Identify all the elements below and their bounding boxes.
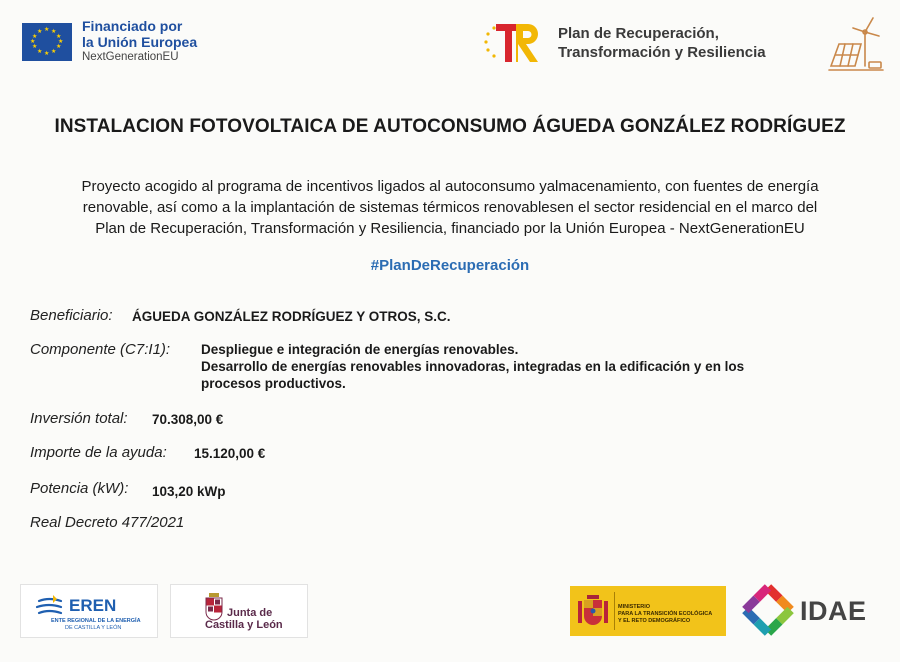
ministerio-separator: [614, 592, 615, 630]
eren-logo: [20, 584, 158, 638]
field-importe: [30, 444, 266, 461]
page-title: INSTALACION FOTOVOLTAICA DE AUTOCONSUMO ÁGUEDA GONZÁLEZ RODRÍGUEZ: [54, 116, 846, 137]
prtr-line-1: Plan de Recuperación,: [558, 25, 719, 42]
windmill-solar-panel-icon: [825, 12, 885, 74]
prtr-logo-icon: [480, 18, 546, 68]
componente-line-3: procesos productivos.: [201, 376, 346, 391]
eren-subtitle-1: ENTE REGIONAL DE LA ENERGÍA: [51, 618, 141, 624]
eu-line-2: la Unión Europea: [82, 34, 198, 50]
eu-flag-icon: ★ ★ ★ ★ ★ ★ ★ ★ ★ ★ ★ ★: [22, 23, 72, 61]
project-description: [20, 176, 880, 239]
importe-value: 15.120,00 €: [194, 446, 266, 461]
idae-logo-icon: [740, 582, 796, 638]
ministerio-line-1: MINISTERIO: [618, 604, 651, 610]
beneficiario-label: Beneficiario:: [30, 307, 113, 324]
prtr-text: [558, 24, 766, 62]
eren-name: EREN: [69, 596, 117, 615]
componente-label: Componente (C7:I1):: [30, 341, 171, 358]
eu-funding-logo: [22, 18, 197, 65]
field-potencia: [30, 480, 226, 499]
project-line-3: Plan de Recuperación, Transformación y Resiliencia, financiado por la Unión Europea - NextGenerationEU: [95, 220, 805, 237]
junta-line-2: Castilla y León: [205, 619, 283, 631]
idae-name: IDAE: [800, 596, 867, 626]
junta-castilla-leon-logo: [170, 584, 308, 638]
ministerio-line-2: PARA LA TRANSICIÓN ECOLÓGICA: [618, 611, 713, 617]
prtr-line-2: Transformación y Resiliencia: [558, 44, 766, 61]
componente-line-1: Despliegue e integración de energías renovables.: [201, 342, 519, 357]
eu-text: [82, 18, 197, 65]
prtr-logo: [480, 18, 766, 68]
ministerio-logo: [570, 586, 726, 636]
inversion-label: Inversión total:: [30, 410, 128, 427]
project-line-2: renovable, así como a la implantación de sistemas térmicos renovablesen el sector residencial en el marco del: [82, 199, 818, 216]
componente-line-2: Desarrollo de energías renovables innovadoras, integradas en la edificación y en los: [201, 359, 745, 374]
hashtag: #PlanDeRecuperación: [370, 257, 530, 274]
beneficiario-value: ÁGUEDA GONZÁLEZ RODRÍGUEZ Y OTROS, S.C.: [132, 309, 451, 324]
importe-label: Importe de la ayuda:: [30, 444, 167, 461]
potencia-value: 103,20 kWp: [152, 484, 226, 499]
field-real-decreto: [30, 514, 184, 531]
field-componente: [30, 341, 870, 401]
field-beneficiario: [30, 307, 451, 324]
eu-line-3: NextGenerationEU: [82, 51, 179, 63]
componente-value: [201, 341, 861, 392]
ministerio-line-3: Y EL RETO DEMOGRÁFICO: [618, 618, 691, 624]
real-decreto-label: Real Decreto 477/2021: [30, 514, 185, 531]
inversion-value: 70.308,00 €: [152, 412, 224, 427]
eren-logo-icon: [35, 595, 65, 619]
eren-subtitle-2: DE CASTILLA Y LEÓN: [65, 625, 122, 631]
potencia-label: Potencia (kW):: [30, 480, 129, 497]
eu-line-1: Financiado por: [82, 18, 183, 34]
spain-coat-of-arms-icon: [576, 591, 610, 631]
junta-line-1: Junta de: [227, 607, 273, 619]
field-inversion: [30, 410, 224, 427]
project-line-1: Proyecto acogido al programa de incentivos ligados al autoconsumo yalmacenamiento, con fuentes de energía: [81, 178, 819, 195]
